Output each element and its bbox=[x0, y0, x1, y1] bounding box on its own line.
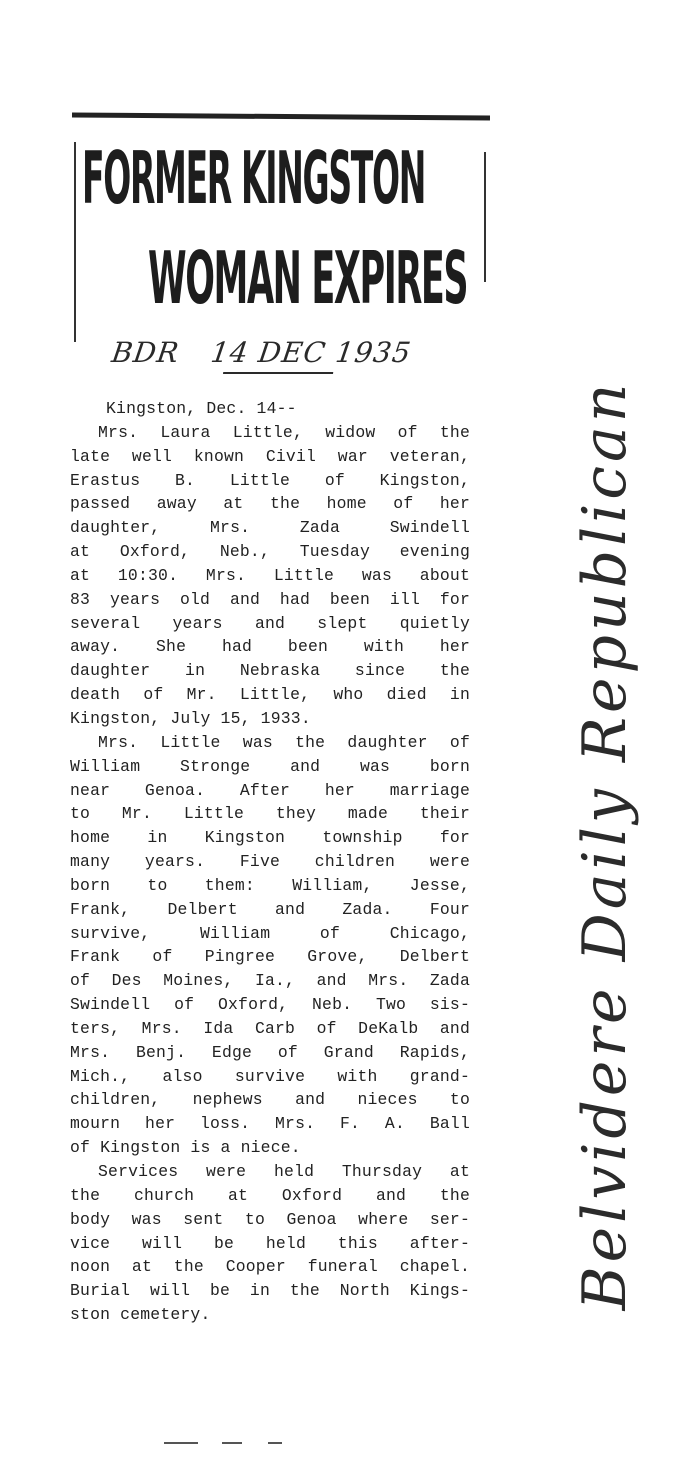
handwritten-citation bbox=[110, 336, 414, 369]
article-line: Erastus B. Little of Kingston, bbox=[70, 470, 470, 490]
article-line: to Mr. Little they made their bbox=[70, 804, 470, 824]
article-line: the church at Oxford and the bbox=[70, 1185, 470, 1205]
article-line: 83 years old and had been ill for bbox=[70, 589, 470, 609]
article-line: born to them: William, Jesse, bbox=[70, 875, 470, 895]
handwritten-source-code: BDR bbox=[109, 336, 182, 369]
article-line: home in Kingston township for bbox=[70, 828, 470, 848]
handwritten-date: 14 DEC 1935 bbox=[208, 336, 414, 369]
handwritten-underline bbox=[223, 372, 333, 374]
article-line: ston cemetery. bbox=[70, 1305, 211, 1325]
article-line: Kingston, July 15, 1933. bbox=[70, 708, 311, 728]
article-paragraph bbox=[70, 1160, 470, 1327]
headline-line-2: WOMAN EXPIRES bbox=[148, 236, 468, 321]
article-line: away. She had been with her bbox=[70, 637, 470, 657]
handwritten-source-note bbox=[520, 340, 690, 1340]
article-line: passed away at the home of her bbox=[70, 494, 470, 514]
article-line: vice will be held this after- bbox=[70, 1233, 470, 1253]
headline-line-1: FORMER KINGSTON bbox=[82, 136, 425, 221]
article-line: body was sent to Genoa where ser- bbox=[70, 1209, 470, 1229]
handwritten-newspaper-name: Belvidere Daily Republican bbox=[570, 379, 640, 1311]
article-paragraph bbox=[70, 731, 470, 1160]
article-line: Frank of Pingree Grove, Delbert bbox=[70, 947, 470, 967]
article-line: Frank, Delbert and Zada. Four bbox=[70, 899, 470, 919]
article-line: daughter, Mrs. Zada Swindell bbox=[70, 518, 470, 538]
left-column-rule bbox=[74, 142, 76, 342]
article-line: ters, Mrs. Ida Carb of DeKalb and bbox=[70, 1018, 470, 1038]
article-body bbox=[70, 397, 470, 1327]
newspaper-clipping bbox=[60, 112, 492, 1412]
top-rule bbox=[72, 113, 490, 121]
article-dateline: Kingston, Dec. 14-- bbox=[106, 399, 297, 418]
article-line: Mrs. Little was the daughter of bbox=[98, 732, 470, 752]
article-line: Services were held Thursday at bbox=[98, 1162, 470, 1181]
article-line: several years and slept quietly bbox=[70, 613, 470, 633]
article-line: of Des Moines, Ia., and Mrs. Zada bbox=[70, 971, 470, 991]
article-paragraphs bbox=[70, 421, 470, 1327]
article-line: near Genoa. After her marriage bbox=[70, 780, 470, 800]
article-paragraph bbox=[70, 421, 470, 731]
article-line: Swindell of Oxford, Neb. Two sis- bbox=[70, 995, 470, 1015]
article-line: many years. Five children were bbox=[70, 852, 470, 872]
article-line: Mich., also survive with grand- bbox=[70, 1066, 470, 1086]
footer-marks bbox=[164, 1436, 364, 1448]
article-line: Mrs. Benj. Edge of Grand Rapids, bbox=[70, 1042, 470, 1062]
article-line: mourn her loss. Mrs. F. A. Ball bbox=[70, 1114, 470, 1134]
article-line: at Oxford, Neb., Tuesday evening bbox=[70, 542, 470, 562]
article-line: late well known Civil war veteran, bbox=[70, 446, 470, 466]
article-line: William Stronge and was born bbox=[70, 756, 470, 776]
article-line: noon at the Cooper funeral chapel. bbox=[70, 1257, 470, 1277]
article-line: Mrs. Laura Little, widow of the bbox=[98, 422, 470, 442]
article-line: daughter in Nebraska since the bbox=[70, 661, 470, 681]
article-line: of Kingston is a niece. bbox=[70, 1138, 301, 1158]
headline bbox=[82, 136, 482, 321]
article-line: children, nephews and nieces to bbox=[70, 1090, 470, 1110]
article-line: survive, William of Chicago, bbox=[70, 923, 470, 943]
article-line: death of Mr. Little, who died in bbox=[70, 685, 470, 705]
article-line: at 10:30. Mrs. Little was about bbox=[70, 565, 470, 585]
article-line: Burial will be in the North Kings- bbox=[70, 1281, 470, 1301]
right-column-rule bbox=[484, 152, 486, 282]
